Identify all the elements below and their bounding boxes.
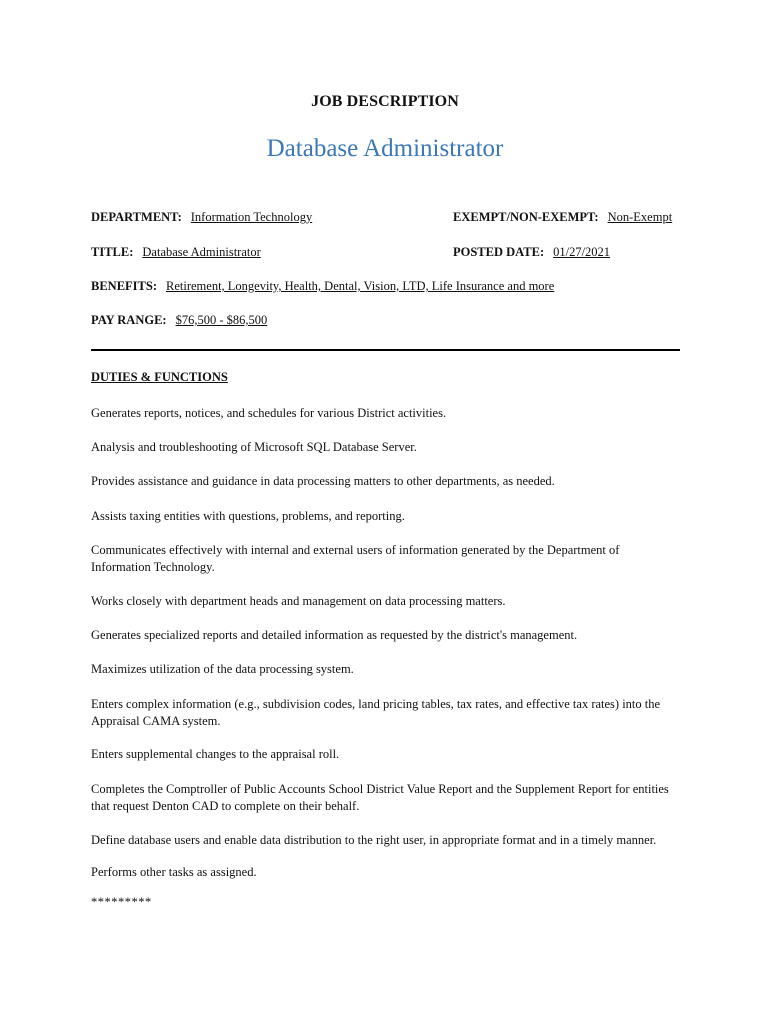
duty-item: Communicates effectively with internal and external users of information generated by the Department of Information Technology. xyxy=(91,543,620,574)
end-marker: ********* xyxy=(91,895,152,909)
duty-item: Completes the Comptroller of Public Accounts School District Value Report and the Supplement Report for entities that request Denton CAD to complete on their behalf. xyxy=(91,782,669,813)
benefits-field xyxy=(91,279,554,294)
benefits-value: Retirement, Longevity, Health, Dental, Vision, LTD, Life Insurance and more xyxy=(166,279,555,293)
posted-date-value: 01/27/2021 xyxy=(553,245,611,259)
pay-range-label: PAY RANGE: xyxy=(91,313,167,327)
document-heading: JOB DESCRIPTION xyxy=(311,93,459,110)
duty-item: Works closely with department heads and management on data processing matters. xyxy=(91,594,506,608)
section-divider xyxy=(91,349,680,351)
pay-range-field xyxy=(91,313,267,328)
duty-item: Performs other tasks as assigned. xyxy=(91,865,257,879)
title-field xyxy=(91,245,261,260)
duty-item: Provides assistance and guidance in data processing matters to other departments, as needed. xyxy=(91,474,555,488)
department-label: DEPARTMENT: xyxy=(91,210,182,224)
posted-date-field xyxy=(453,245,610,260)
duty-item: Assists taxing entities with questions, problems, and reporting. xyxy=(91,509,405,523)
exempt-value: Non-Exempt xyxy=(607,210,673,224)
title-label: TITLE: xyxy=(91,245,134,259)
duty-item: Enters complex information (e.g., subdivision codes, land pricing tables, tax rates, and effective tax rates) into the Appraisal CAMA system. xyxy=(91,697,661,728)
title-value: Database Administrator xyxy=(142,245,261,259)
posted-date-label: POSTED DATE: xyxy=(453,245,545,259)
duty-item: Analysis and troubleshooting of Microsoft SQL Database Server. xyxy=(91,440,417,454)
exempt-field xyxy=(453,210,672,225)
department-value: Information Technology xyxy=(190,210,313,224)
department-field xyxy=(91,210,312,225)
exempt-label: EXEMPT/NON-EXEMPT: xyxy=(453,210,599,224)
pay-range-value: $76,500 - $86,500 xyxy=(175,313,268,327)
benefits-label: BENEFITS: xyxy=(91,279,157,293)
duty-item: Enters supplemental changes to the appraisal roll. xyxy=(91,747,340,761)
duty-item: Generates specialized reports and detailed information as requested by the district's management. xyxy=(91,628,578,642)
duties-heading: DUTIES & FUNCTIONS xyxy=(91,370,228,384)
duty-item: Define database users and enable data distribution to the right user, in appropriate format and in a timely manner. xyxy=(91,833,657,847)
duty-item: Maximizes utilization of the data processing system. xyxy=(91,662,354,676)
job-title: Database Administrator xyxy=(266,135,504,162)
duty-item: Generates reports, notices, and schedules for various District activities. xyxy=(91,406,447,420)
